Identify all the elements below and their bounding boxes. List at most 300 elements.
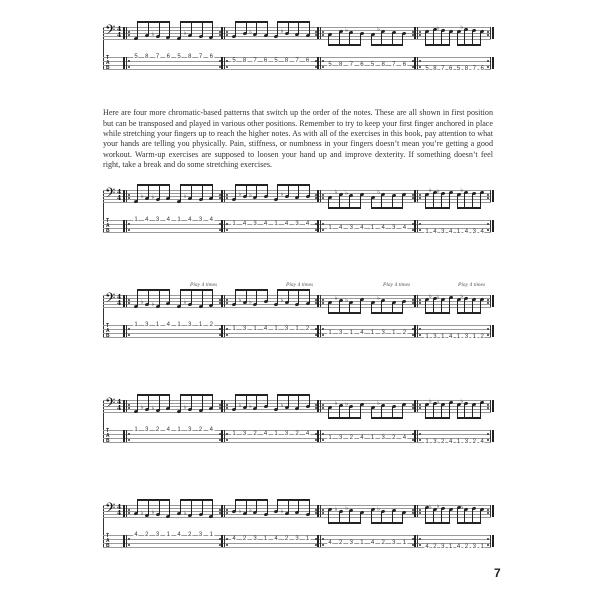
tab-fret-number: 4 [177, 532, 181, 538]
flat-accidental-icon: ♭ [377, 294, 380, 302]
flat-accidental-icon: ♭ [249, 298, 252, 306]
bass-clef-icon: 𝄢 [105, 185, 116, 204]
tab-fret-number: 1 [456, 334, 461, 340]
time-signature-top: 4 [117, 399, 122, 406]
note-stem [191, 184, 192, 198]
repeat-start-thick-barline [221, 220, 223, 232]
bass-clef-icon: 𝄢 [105, 500, 116, 519]
tab-fret-number: 7 [253, 58, 257, 64]
tab-fret-number: 4 [232, 536, 236, 542]
tab-fret-number: 4 [188, 217, 192, 223]
repeat-start-thin-barline [126, 430, 127, 442]
flat-accidental-icon: ♭ [460, 292, 464, 300]
tab-fret-number: 3 [464, 439, 469, 445]
tab-fret-number: 4 [134, 532, 138, 538]
note-stem [180, 21, 181, 38]
note-stem [256, 394, 257, 408]
note-stem [288, 499, 289, 513]
tab-fret-number: 4 [480, 439, 484, 445]
tab-fret-number: 4 [263, 431, 268, 437]
note-stem [433, 30, 434, 45]
note-stem [202, 184, 203, 199]
flat-accidental-icon: ♭ [249, 507, 252, 514]
flat-accidental-icon: ♭ [377, 25, 380, 33]
note-stem [235, 394, 236, 409]
tab-fret-number: 2 [242, 536, 247, 542]
tab-fret-number: 3 [433, 439, 437, 445]
repeat-start-thick-barline [317, 57, 319, 69]
tab-label-letter: A [106, 223, 110, 229]
tab-label [106, 324, 110, 339]
flat-accidental-icon: ♭ [460, 503, 464, 511]
tab-fret-number: 7 [198, 54, 203, 60]
repeat-start-thick-barline [221, 400, 223, 412]
tab-fret-number: 7 [295, 58, 299, 64]
flat-accidental-icon: ♭ [280, 402, 284, 409]
flat-accidental-icon: ♭ [249, 402, 252, 410]
tab-fret-number: 1 [441, 334, 445, 340]
note-stem [433, 510, 434, 524]
tab-fret-number: 4 [480, 229, 484, 235]
flat-accidental-icon: ♭ [345, 296, 349, 304]
tab-fret-number: 3 [145, 322, 149, 328]
tab-fret-number: 4 [360, 225, 364, 231]
note-stem [137, 289, 138, 306]
tab-fret-number: 2 [253, 431, 257, 437]
note-stem [169, 184, 170, 198]
note-stem [464, 404, 465, 418]
flat-accidental-icon: ♭ [436, 502, 440, 510]
time-signature [117, 27, 121, 39]
note-stem [309, 289, 310, 303]
repeat-start-thin-barline [320, 430, 321, 442]
tab-fret-number: 4 [425, 544, 429, 550]
system-1 [103, 22, 491, 75]
note-stem [267, 21, 268, 35]
play-4-times-direction: Play 4 times [286, 282, 314, 288]
note-stem [235, 289, 236, 304]
repeat-start-thick-barline [317, 430, 319, 442]
final-thick-barline [492, 400, 494, 412]
tab-fret-number: 3 [464, 334, 469, 340]
tab-fret-number: 4 [448, 229, 453, 235]
tab-fret-number: 3 [381, 435, 385, 441]
final-thick-barline [492, 190, 494, 202]
tab-fret-number: 4 [370, 540, 375, 546]
tab-fret-number: 1 [253, 326, 257, 332]
tab-fret-number: 3 [198, 532, 203, 538]
flat-accidental-icon: ♭ [428, 397, 432, 405]
flat-accidental-icon: ♭ [428, 503, 432, 511]
system-2 [103, 185, 491, 238]
repeat-end-thin-barline [490, 295, 491, 307]
flat-accidental-icon: ♭ [345, 400, 349, 408]
repeat-start-thin-barline [417, 57, 418, 69]
repeat-start-thin-barline [126, 220, 127, 232]
repeat-start-thin-barline [126, 505, 127, 517]
note-stem [148, 289, 149, 304]
repeat-end-thin-barline [490, 27, 491, 39]
tab-fret-number: 4 [448, 334, 453, 340]
flat-accidental-icon: ♭ [151, 194, 155, 202]
flat-accidental-icon: ♭ [460, 23, 464, 31]
tab-fret-number: 2 [480, 334, 484, 340]
flat-accidental-icon: ♭ [151, 31, 155, 39]
repeat-start-thick-barline [123, 190, 125, 202]
tab-fret-number: 1 [232, 431, 236, 437]
tab-label-letter: B [106, 543, 110, 549]
note-beam [277, 499, 310, 501]
note-stem [180, 184, 181, 201]
tab-fret-number: 7 [155, 54, 160, 60]
repeat-start-thick-barline [123, 220, 125, 232]
note-beam [457, 44, 482, 46]
tab-fret-number: 1 [370, 225, 375, 231]
tab-fret-number: 3 [253, 221, 257, 227]
tab-fret-number: 3 [441, 544, 445, 550]
tab-fret-number: 7 [349, 62, 353, 68]
note-stem [235, 184, 236, 199]
tab-fret-number: 3 [284, 326, 289, 332]
repeat-start-thin-barline [417, 430, 418, 442]
repeat-start-thick-barline [414, 400, 416, 412]
flat-accidental-icon: ♭ [334, 399, 338, 407]
note-stem [212, 184, 213, 198]
system-4 [103, 395, 491, 448]
final-thick-barline [492, 325, 494, 337]
tab-fret-number: 5 [370, 62, 375, 68]
flat-accidental-icon: ♭ [238, 191, 242, 199]
tab-fret-number: 6 [166, 54, 170, 60]
note-stem [433, 404, 434, 418]
note-beam [425, 417, 450, 419]
note-beam [235, 184, 268, 186]
note-stem [464, 510, 465, 524]
tab-fret-number: 3 [145, 427, 149, 433]
repeat-start-thick-barline [414, 325, 416, 337]
tab-fret-number: 2 [349, 435, 353, 441]
tab-fret-number: 5 [134, 54, 138, 60]
repeat-start-thin-barline [126, 325, 127, 337]
tab-fret-number: 3 [349, 225, 353, 231]
repeat-start-thick-barline [317, 27, 319, 39]
note-stem [267, 499, 268, 514]
tab-fret-number: 3 [155, 217, 160, 223]
tab-fret-number: 1 [274, 326, 278, 332]
time-signature-top: 4 [117, 189, 122, 196]
time-signature [117, 190, 121, 202]
tab-label-letter: A [106, 538, 110, 544]
tab-fret-number: 3 [472, 229, 476, 235]
tab-fret-number: 2 [145, 532, 149, 538]
flat-accidental-icon: ♭ [183, 30, 187, 38]
tab-fret-number: 2 [198, 427, 203, 433]
tab-fret-number: 2 [402, 330, 407, 336]
repeat-start-thin-barline [224, 325, 225, 337]
note-stem [472, 405, 473, 419]
note-stem [191, 499, 192, 515]
note-beam [235, 499, 268, 501]
tab-fret-number: 1 [328, 435, 332, 441]
tab-fret-number: 4 [242, 221, 247, 227]
repeat-end-thin-barline [490, 325, 491, 337]
time-signature-bottom: 4 [117, 300, 122, 307]
tab-fret-number: 2 [209, 322, 213, 328]
repeat-end-thin-barline [490, 57, 491, 69]
repeat-start-thin-barline [126, 535, 127, 547]
note-beam [425, 522, 450, 524]
tab-fret-number: 4 [263, 221, 268, 227]
repeat-start-thick-barline [221, 57, 223, 69]
tab-fret-number: 3 [338, 330, 343, 336]
repeat-start-thin-barline [320, 505, 321, 517]
tab-fret-number: 1 [480, 544, 484, 550]
note-beam [235, 21, 268, 23]
repeat-start-thick-barline [221, 27, 223, 39]
note-stem [480, 193, 481, 208]
time-signature-top: 4 [117, 504, 122, 511]
repeat-start-thick-barline [221, 505, 223, 517]
tab-fret-number: 3 [472, 544, 476, 550]
tab-fret-number: 3 [338, 435, 343, 441]
repeat-start-thick-barline [414, 295, 416, 307]
repeat-start-thin-barline [417, 220, 418, 232]
tab-fret-number: 3 [155, 532, 160, 538]
tab-fret-number: 1 [177, 217, 181, 223]
flat-accidental-icon: ♭ [436, 398, 440, 406]
note-beam [328, 522, 361, 524]
note-stem [457, 508, 458, 523]
note-beam [180, 21, 213, 23]
tab-fret-number: 1 [328, 225, 332, 231]
bass-clef-icon: 𝄢 [105, 290, 116, 309]
tab-fret-number: 2 [305, 326, 310, 332]
flat-accidental-icon: ♭ [377, 505, 380, 513]
tab-fret-number: 1 [472, 334, 476, 340]
flat-accidental-icon: ♭ [345, 189, 349, 197]
repeat-start-thin-barline [417, 27, 418, 39]
note-beam [277, 289, 310, 291]
staff-line [103, 295, 491, 296]
tab-fret-number: 6 [263, 58, 268, 64]
note-stem [202, 21, 203, 36]
note-stem [180, 499, 181, 513]
tab-fret-number: 4 [145, 217, 149, 223]
note-stem [159, 21, 160, 36]
flat-accidental-icon: ♭ [460, 186, 464, 194]
final-thick-barline [492, 295, 494, 307]
tab-fret-number: 1 [295, 326, 299, 332]
flat-accidental-icon: ♭ [249, 29, 252, 36]
tab-fret-number: 2 [284, 536, 289, 542]
repeat-start-thick-barline [123, 535, 125, 547]
tab-fret-number: 7 [472, 66, 476, 72]
note-stem [441, 194, 442, 208]
repeat-start-thick-barline [317, 220, 319, 232]
note-stem [159, 184, 160, 199]
repeat-start-thin-barline [417, 535, 418, 547]
note-stem [159, 499, 160, 514]
tab-fret-number: 8 [145, 54, 149, 60]
flat-accidental-icon: ♭ [377, 188, 380, 196]
note-beam [457, 312, 482, 314]
repeat-end-thin-barline [490, 190, 491, 202]
repeat-start-thin-barline [417, 325, 418, 337]
note-stem [137, 499, 138, 513]
flat-accidental-icon: ♭ [140, 299, 144, 307]
note-beam [371, 207, 404, 209]
repeat-start-thin-barline [126, 27, 127, 39]
tab-fret-number: 6 [360, 62, 364, 68]
tab-label-letter: T [106, 323, 110, 329]
note-beam [277, 21, 310, 23]
tab-fret-number: 1 [425, 334, 429, 340]
note-stem [246, 499, 247, 513]
repeat-start-thick-barline [317, 505, 319, 517]
time-signature [117, 400, 121, 412]
repeat-start-thick-barline [221, 430, 223, 442]
repeat-start-thick-barline [414, 27, 416, 39]
note-beam [180, 184, 213, 186]
tab-label-letter: T [106, 428, 110, 434]
note-stem [202, 394, 203, 410]
repeat-start-thin-barline [320, 190, 321, 202]
final-thick-barline [492, 535, 494, 547]
note-stem [137, 394, 138, 411]
note-stem [464, 299, 465, 313]
tab-label-letter: B [106, 438, 110, 444]
repeat-start-thick-barline [317, 535, 319, 547]
note-beam [371, 417, 404, 419]
note-stem [480, 403, 481, 418]
tab-fret-number: 1 [349, 330, 353, 336]
note-stem [148, 499, 149, 515]
tab-fret-number: 2 [464, 544, 469, 550]
note-beam [457, 417, 482, 419]
repeat-start-thin-barline [320, 400, 321, 412]
note-beam [137, 289, 170, 291]
note-beam [180, 394, 213, 396]
tab-fret-number: 1 [402, 540, 407, 546]
repeat-start-thin-barline [126, 295, 127, 307]
tab-fret-number: 1 [274, 221, 278, 227]
note-stem [235, 21, 236, 36]
tab-label [106, 56, 110, 71]
page-number: 7 [494, 566, 501, 580]
repeat-end-thin-barline [490, 220, 491, 232]
note-beam [371, 312, 404, 314]
note-stem [202, 289, 203, 306]
tab-fret-number: 3 [242, 431, 247, 437]
tab-fret-number: 1 [328, 330, 332, 336]
tab-fret-number: 4 [464, 229, 469, 235]
final-thick-barline [492, 27, 494, 39]
repeat-start-thin-barline [224, 295, 225, 307]
tab-fret-number: 1 [305, 536, 310, 542]
note-beam [235, 289, 268, 291]
flat-accidental-icon: ♭ [377, 399, 380, 407]
flat-accidental-icon: ♭ [151, 509, 155, 517]
repeat-start-thin-barline [224, 220, 225, 232]
repeat-start-thin-barline [417, 400, 418, 412]
tab-fret-number: 4 [381, 225, 385, 231]
note-stem [441, 509, 442, 523]
flat-accidental-icon: ♭ [151, 405, 155, 413]
tab-label-letter: A [106, 433, 110, 439]
bass-clef-icon: 𝄢 [105, 395, 116, 414]
repeat-start-thick-barline [221, 190, 223, 202]
note-stem [464, 193, 465, 208]
tab-label-letter: T [106, 55, 110, 61]
repeat-start-thin-barline [224, 430, 225, 442]
note-beam [137, 21, 170, 23]
repeat-start-thin-barline [320, 295, 321, 307]
play-4-times-direction: Play 4 times [383, 282, 411, 288]
staff-line [103, 400, 491, 401]
tab-fret-number: 4 [433, 229, 437, 235]
note-stem [472, 509, 473, 523]
tab-fret-number: 6 [402, 62, 407, 68]
note-stem [212, 394, 213, 408]
repeat-end-thin-barline [490, 400, 491, 412]
tab-fret-number: 1 [177, 427, 181, 433]
tab-fret-number: 2 [472, 439, 476, 445]
note-stem [277, 21, 278, 36]
tab-fret-number: 1 [274, 431, 278, 437]
repeat-start-thick-barline [123, 27, 125, 39]
note-stem [277, 289, 278, 304]
note-beam [328, 417, 361, 419]
tab-fret-number: 8 [433, 66, 437, 72]
note-beam [180, 499, 213, 501]
tab-fret-number: 2 [188, 532, 192, 538]
tab-fret-number: 4 [166, 322, 170, 328]
tab-label [106, 219, 110, 234]
repeat-start-thin-barline [224, 400, 225, 412]
flat-accidental-icon: ♭ [345, 504, 349, 512]
flat-accidental-icon: ♭ [249, 192, 252, 199]
repeat-start-thin-barline [126, 57, 127, 69]
note-stem [425, 508, 426, 523]
tab-fret-number: 2 [441, 439, 445, 445]
note-stem [256, 289, 257, 304]
note-stem [464, 30, 465, 45]
note-beam [137, 499, 170, 501]
note-beam [235, 394, 268, 396]
system-5 [103, 500, 491, 553]
repeat-start-thick-barline [221, 295, 223, 307]
tab-fret-number: 3 [433, 334, 437, 340]
note-stem [472, 194, 473, 208]
repeat-start-thick-barline [414, 220, 416, 232]
tab-fret-number: 2 [392, 435, 396, 441]
note-stem [441, 405, 442, 419]
final-thick-barline [492, 220, 494, 232]
instruction-paragraph: Here are four more chromatic-based patterns that switch up the order of the notes. These are all shown in first position but can be transposed and played in various other positions. Remember to try to keep your first finger anchored in place while stretching your fingers up to reach the higher notes. As with all of the exercises in this book, pay attention to what your hands are telling you physically. Pain, stiffness, or numbness in your fingers doesn’t mean you’re getting a good workout. Warm-up exercises are supposed to loosen your hand up and improve dexterity. If something doesn’t feel right, take a break and do some stretching exercises. [103, 108, 493, 170]
repeat-start-thin-barline [320, 27, 321, 39]
tab-fret-number: 8 [464, 66, 469, 72]
note-stem [433, 193, 434, 208]
time-signature-top: 4 [117, 26, 122, 33]
tab-label [106, 534, 110, 549]
repeat-start-thin-barline [224, 57, 225, 69]
note-stem [212, 499, 213, 516]
note-beam [328, 312, 361, 314]
tab-fret-number: 1 [425, 439, 429, 445]
tab-fret-number: 5 [232, 58, 236, 64]
tab-fret-number: 4 [166, 217, 170, 223]
repeat-start-thick-barline [123, 505, 125, 517]
